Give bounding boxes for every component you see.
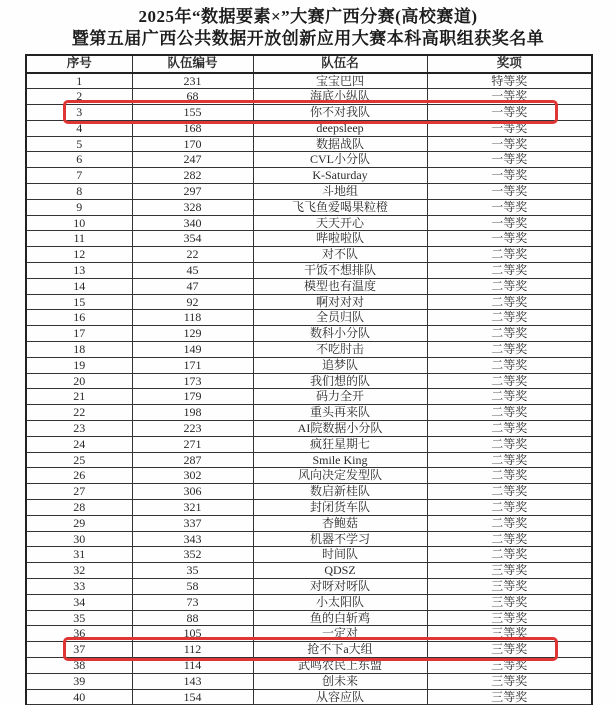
cell-seq: 18 <box>26 342 132 358</box>
cell-team-name: 重头再来队 <box>253 405 427 421</box>
cell-award: 二等奖 <box>427 421 592 437</box>
cell-award: 二等奖 <box>427 452 592 468</box>
cell-team-no: 247 <box>132 152 253 168</box>
cell-team-no: 92 <box>132 294 253 310</box>
cell-seq: 23 <box>26 421 132 437</box>
table-row <box>26 263 592 279</box>
cell-team-no: 271 <box>132 436 253 452</box>
cell-award: 三等奖 <box>427 563 592 579</box>
cell-seq: 32 <box>26 563 132 579</box>
cell-seq: 24 <box>26 436 132 452</box>
cell-seq: 31 <box>26 547 132 563</box>
cell-seq: 27 <box>26 484 132 500</box>
cell-team-no: 171 <box>132 357 253 373</box>
cell-seq: 15 <box>26 294 132 310</box>
cell-team-name: 一定对 <box>253 626 427 642</box>
table-row <box>26 73 592 89</box>
cell-seq: 30 <box>26 531 132 547</box>
cell-team-name: QDSZ <box>253 563 427 579</box>
cell-team-name: Smile King <box>253 452 427 468</box>
cell-team-no: 149 <box>132 342 253 358</box>
cell-award: 二等奖 <box>427 389 592 405</box>
cell-team-no: 302 <box>132 468 253 484</box>
table-row <box>26 310 592 326</box>
cell-award: 二等奖 <box>427 247 592 263</box>
cell-team-name: 全员归队 <box>253 310 427 326</box>
cell-seq: 13 <box>26 263 132 279</box>
table-body <box>26 73 592 705</box>
cell-team-no: 47 <box>132 278 253 294</box>
table-row <box>26 342 592 358</box>
table-row <box>26 689 592 705</box>
cell-seq: 40 <box>26 689 132 705</box>
cell-award: 三等奖 <box>427 689 592 705</box>
cell-award: 一等奖 <box>427 152 592 168</box>
cell-award: 二等奖 <box>427 294 592 310</box>
table-row <box>26 626 592 642</box>
cell-team-no: 68 <box>132 89 253 105</box>
cell-team-name: 武鸣农民上东盟 <box>253 657 427 673</box>
cell-team-name: 鱼的白斩鸡 <box>253 610 427 626</box>
cell-team-name: 时间队 <box>253 547 427 563</box>
cell-seq: 35 <box>26 610 132 626</box>
cell-seq: 22 <box>26 405 132 421</box>
cell-team-no: 105 <box>132 626 253 642</box>
cell-team-name: 抢不下a大组 <box>253 642 427 658</box>
cell-seq: 33 <box>26 579 132 595</box>
cell-seq: 8 <box>26 184 132 200</box>
cell-seq: 37 <box>26 642 132 658</box>
table-row <box>26 373 592 389</box>
cell-team-no: 154 <box>132 689 253 705</box>
cell-award: 三等奖 <box>427 642 592 658</box>
cell-team-no: 112 <box>132 642 253 658</box>
cell-award: 一等奖 <box>427 199 592 215</box>
cell-team-name: 疯狂星期七 <box>253 436 427 452</box>
cell-award: 一等奖 <box>427 184 592 200</box>
cell-team-no: 143 <box>132 673 253 689</box>
cell-team-no: 168 <box>132 120 253 136</box>
table-row <box>26 184 592 200</box>
cell-seq: 29 <box>26 515 132 531</box>
cell-team-name: 从容应队 <box>253 689 427 705</box>
table-row <box>26 642 592 658</box>
cell-team-name: AI院数据小分队 <box>253 421 427 437</box>
cell-seq: 28 <box>26 500 132 516</box>
table-row <box>26 168 592 184</box>
cell-seq: 10 <box>26 215 132 231</box>
cell-seq: 16 <box>26 310 132 326</box>
cell-seq: 11 <box>26 231 132 247</box>
table-row <box>26 673 592 689</box>
table-row <box>26 247 592 263</box>
awards-table <box>25 54 593 705</box>
cell-team-name: 飞飞鱼爱喝果粒橙 <box>253 199 427 215</box>
cell-award: 一等奖 <box>427 89 592 105</box>
cell-team-no: 129 <box>132 326 253 342</box>
cell-team-no: 354 <box>132 231 253 247</box>
cell-team-name: 斗地组 <box>253 184 427 200</box>
cell-seq: 20 <box>26 373 132 389</box>
cell-team-no: 282 <box>132 168 253 184</box>
awards-table-wrapper <box>25 54 591 705</box>
cell-team-name: 哔啦啦队 <box>253 231 427 247</box>
table-row <box>26 547 592 563</box>
cell-award: 一等奖 <box>427 168 592 184</box>
cell-award: 二等奖 <box>427 342 592 358</box>
cell-team-no: 114 <box>132 657 253 673</box>
table-row <box>26 294 592 310</box>
cell-team-name: 干饭不想排队 <box>253 263 427 279</box>
table-row <box>26 89 592 105</box>
cell-team-name: 海底小纵队 <box>253 89 427 105</box>
cell-team-name: K-Saturday <box>253 168 427 184</box>
cell-award: 二等奖 <box>427 547 592 563</box>
table-row <box>26 657 592 673</box>
cell-award: 一等奖 <box>427 231 592 247</box>
cell-award: 二等奖 <box>427 484 592 500</box>
cell-seq: 17 <box>26 326 132 342</box>
cell-team-name: 数据战队 <box>253 136 427 152</box>
table-row <box>26 357 592 373</box>
cell-team-no: 328 <box>132 199 253 215</box>
cell-award: 一等奖 <box>427 120 592 136</box>
cell-award: 二等奖 <box>427 357 592 373</box>
cell-award: 二等奖 <box>427 531 592 547</box>
cell-seq: 5 <box>26 136 132 152</box>
cell-award: 三等奖 <box>427 657 592 673</box>
cell-seq: 6 <box>26 152 132 168</box>
table-row <box>26 515 592 531</box>
cell-seq: 39 <box>26 673 132 689</box>
column-header-name: 队伍名 <box>253 55 427 73</box>
table-header <box>26 55 592 73</box>
table-row <box>26 120 592 136</box>
cell-team-name: 天天开心 <box>253 215 427 231</box>
cell-team-name: 你不对我队 <box>253 105 427 121</box>
cell-seq: 19 <box>26 357 132 373</box>
cell-team-no: 297 <box>132 184 253 200</box>
cell-seq: 25 <box>26 452 132 468</box>
table-row <box>26 500 592 516</box>
cell-team-no: 22 <box>132 247 253 263</box>
cell-award: 二等奖 <box>427 515 592 531</box>
cell-seq: 1 <box>26 73 132 89</box>
cell-award: 二等奖 <box>427 468 592 484</box>
cell-seq: 9 <box>26 199 132 215</box>
cell-seq: 14 <box>26 278 132 294</box>
title-line-1: 2025年“数据要素×”大赛广西分赛(高校赛道) <box>138 7 478 26</box>
cell-award: 二等奖 <box>427 436 592 452</box>
cell-award: 二等奖 <box>427 326 592 342</box>
cell-team-name: deepsleep <box>253 120 427 136</box>
column-header-seq: 序号 <box>26 55 132 73</box>
cell-team-name: 模型也有温度 <box>253 278 427 294</box>
cell-seq: 12 <box>26 247 132 263</box>
cell-team-name: 机器不学习 <box>253 531 427 547</box>
cell-seq: 7 <box>26 168 132 184</box>
cell-team-no: 179 <box>132 389 253 405</box>
header-row <box>26 55 592 73</box>
cell-team-no: 170 <box>132 136 253 152</box>
cell-award: 二等奖 <box>427 500 592 516</box>
cell-team-name: 不吃肘击 <box>253 342 427 358</box>
cell-team-no: 118 <box>132 310 253 326</box>
table-row <box>26 452 592 468</box>
cell-team-name: 杏鲍菇 <box>253 515 427 531</box>
cell-award: 一等奖 <box>427 215 592 231</box>
cell-award: 三等奖 <box>427 579 592 595</box>
table-row <box>26 389 592 405</box>
cell-award: 三等奖 <box>427 673 592 689</box>
cell-team-no: 321 <box>132 500 253 516</box>
cell-team-no: 45 <box>132 263 253 279</box>
cell-team-no: 173 <box>132 373 253 389</box>
cell-team-no: 231 <box>132 73 253 89</box>
cell-team-name: 封闭货车队 <box>253 500 427 516</box>
cell-seq: 38 <box>26 657 132 673</box>
cell-team-no: 58 <box>132 579 253 595</box>
cell-team-name: 小太阳队 <box>253 594 427 610</box>
cell-team-no: 88 <box>132 610 253 626</box>
cell-award: 二等奖 <box>427 310 592 326</box>
cell-team-no: 352 <box>132 547 253 563</box>
cell-team-name: 创未来 <box>253 673 427 689</box>
table-row <box>26 484 592 500</box>
table-row <box>26 405 592 421</box>
column-header-award: 奖项 <box>427 55 592 73</box>
table-row <box>26 610 592 626</box>
cell-award: 二等奖 <box>427 278 592 294</box>
cell-team-no: 155 <box>132 105 253 121</box>
table-row <box>26 436 592 452</box>
cell-team-name: 宝宝巴四 <box>253 73 427 89</box>
cell-award: 二等奖 <box>427 373 592 389</box>
cell-award: 一等奖 <box>427 105 592 121</box>
cell-team-name: CVL小分队 <box>253 152 427 168</box>
table-row <box>26 136 592 152</box>
table-row <box>26 231 592 247</box>
table-row <box>26 563 592 579</box>
cell-award: 一等奖 <box>427 136 592 152</box>
table-row <box>26 468 592 484</box>
cell-team-no: 337 <box>132 515 253 531</box>
cell-team-no: 223 <box>132 421 253 437</box>
column-header-no: 队伍编号 <box>132 55 253 73</box>
table-row <box>26 278 592 294</box>
cell-team-name: 追梦队 <box>253 357 427 373</box>
table-row <box>26 531 592 547</box>
title-line-2: 暨第五届广西公共数据开放创新应用大赛本科高职组获奖名单 <box>71 29 545 48</box>
table-row <box>26 579 592 595</box>
cell-seq: 36 <box>26 626 132 642</box>
cell-team-no: 73 <box>132 594 253 610</box>
cell-award: 特等奖 <box>427 73 592 89</box>
cell-seq: 4 <box>26 120 132 136</box>
table-row <box>26 326 592 342</box>
cell-team-no: 198 <box>132 405 253 421</box>
cell-team-name: 码力全开 <box>253 389 427 405</box>
cell-award: 二等奖 <box>427 405 592 421</box>
cell-award: 二等奖 <box>427 263 592 279</box>
cell-team-no: 343 <box>132 531 253 547</box>
cell-team-name: 风向决定发型队 <box>253 468 427 484</box>
table-row <box>26 105 592 121</box>
cell-seq: 3 <box>26 105 132 121</box>
table-row <box>26 421 592 437</box>
table-row <box>26 199 592 215</box>
cell-seq: 21 <box>26 389 132 405</box>
cell-team-no: 287 <box>132 452 253 468</box>
cell-team-name: 对呀对呀队 <box>253 579 427 595</box>
table-row <box>26 215 592 231</box>
cell-team-no: 306 <box>132 484 253 500</box>
cell-team-no: 35 <box>132 563 253 579</box>
document-title <box>0 0 616 50</box>
cell-award: 三等奖 <box>427 594 592 610</box>
table-row <box>26 152 592 168</box>
cell-seq: 2 <box>26 89 132 105</box>
cell-team-name: 我们想的队 <box>253 373 427 389</box>
cell-seq: 34 <box>26 594 132 610</box>
cell-team-name: 数启新桂队 <box>253 484 427 500</box>
table-row <box>26 594 592 610</box>
cell-seq: 26 <box>26 468 132 484</box>
cell-team-name: 数科小分队 <box>253 326 427 342</box>
cell-team-no: 340 <box>132 215 253 231</box>
cell-award: 三等奖 <box>427 610 592 626</box>
cell-team-name: 对不队 <box>253 247 427 263</box>
cell-team-name: 啊对对对 <box>253 294 427 310</box>
cell-award: 三等奖 <box>427 626 592 642</box>
